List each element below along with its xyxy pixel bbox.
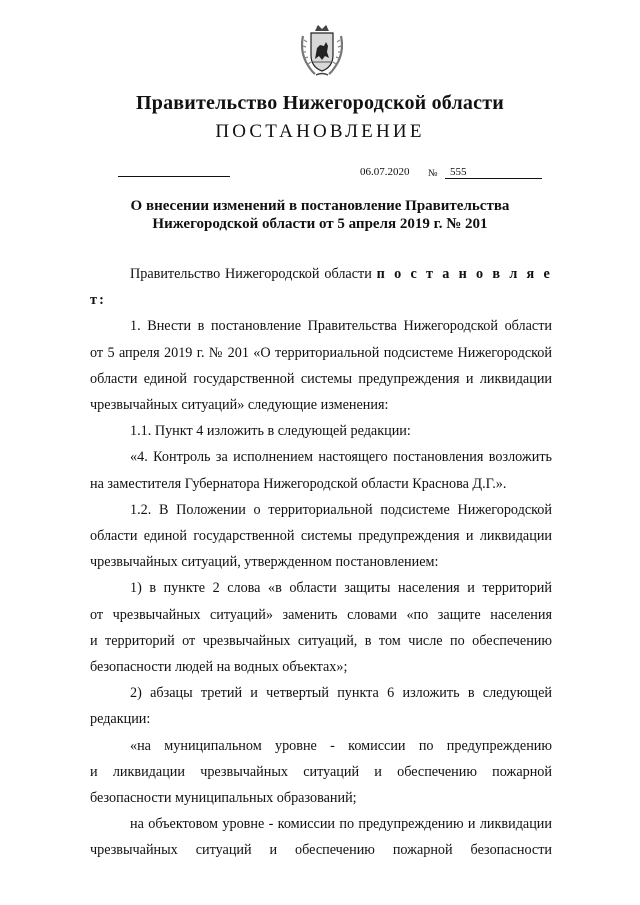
body-line: безопасности муниципальных образований;	[90, 790, 357, 807]
body-line: чрезвычайных ситуаций и обеспечению пожарной безопасности	[90, 842, 552, 859]
document-number: 555	[450, 166, 467, 178]
document-body	[90, 261, 552, 864]
document-date: 06.07.2020	[360, 166, 410, 178]
government-name: Правительство Нижегородской области	[136, 92, 504, 114]
body-line: на заместителя Губернатора Нижегородской области Краснова Д.Г.».	[90, 475, 507, 492]
coat-of-arms-icon	[301, 24, 343, 78]
body-line: чрезвычайных ситуаций» следующие изменения:	[90, 397, 389, 414]
body-line: 1) в пункте 2 слова «в области защиты населения и территорий	[130, 580, 552, 597]
body-line: от 5 апреля 2019 г. № 201 «О территориальной подсистеме Нижегородской	[90, 344, 552, 361]
body-line: редакции:	[90, 711, 151, 728]
signature-line	[118, 176, 230, 177]
body-line: «на муниципальном уровне - комиссии по предупреждению	[130, 737, 552, 754]
preamble-text: Правительство Нижегородской области	[130, 266, 377, 282]
title-line: Нижегородской области от 5 апреля 2019 г. № 201	[152, 216, 488, 232]
number-underline	[445, 178, 542, 179]
document-type: ПОСТАНОВЛЕНИЕ	[215, 121, 425, 142]
body-line: «4. Контроль за исполнением настоящего постановления возложить	[130, 449, 552, 466]
body-line: 1.2. В Положении о территориальной подсистеме Нижегородской	[130, 501, 552, 518]
body-line: 1. Внести в постановление Правительства Нижегородской области	[130, 318, 552, 335]
body-line: области единой государственной системы предупреждения и ликвидации	[90, 528, 552, 545]
body-line: и территорий от чрезвычайных ситуаций, в том числе по обеспечению	[90, 632, 552, 649]
preamble	[90, 261, 552, 313]
body-line: и ликвидации чрезвычайных ситуаций и обеспечению пожарной	[90, 763, 552, 780]
resolves-word: п о с т а н о в л я е т:	[90, 266, 552, 309]
body-line: от чрезвычайных ситуаций» заменить словами «по защите населения	[90, 606, 552, 623]
body-line: 2) абзацы третий и четвертый пункта 6 изложить в следующей	[130, 685, 552, 702]
body-line: области единой государственной системы предупреждения и ликвидации	[90, 370, 552, 387]
body-line: на объектовом уровне - комиссии по предупреждению и ликвидации	[130, 816, 552, 833]
body-line: 1.1. Пункт 4 изложить в следующей редакции:	[130, 423, 411, 440]
document-title	[60, 197, 580, 233]
body-line: чрезвычайных ситуаций, утвержденном постановлением:	[90, 554, 439, 571]
title-line: О внесении изменений в постановление Правительства	[130, 198, 510, 214]
body-line: безопасности людей на водных объектах»;	[90, 659, 348, 676]
number-sign: №	[428, 168, 438, 179]
